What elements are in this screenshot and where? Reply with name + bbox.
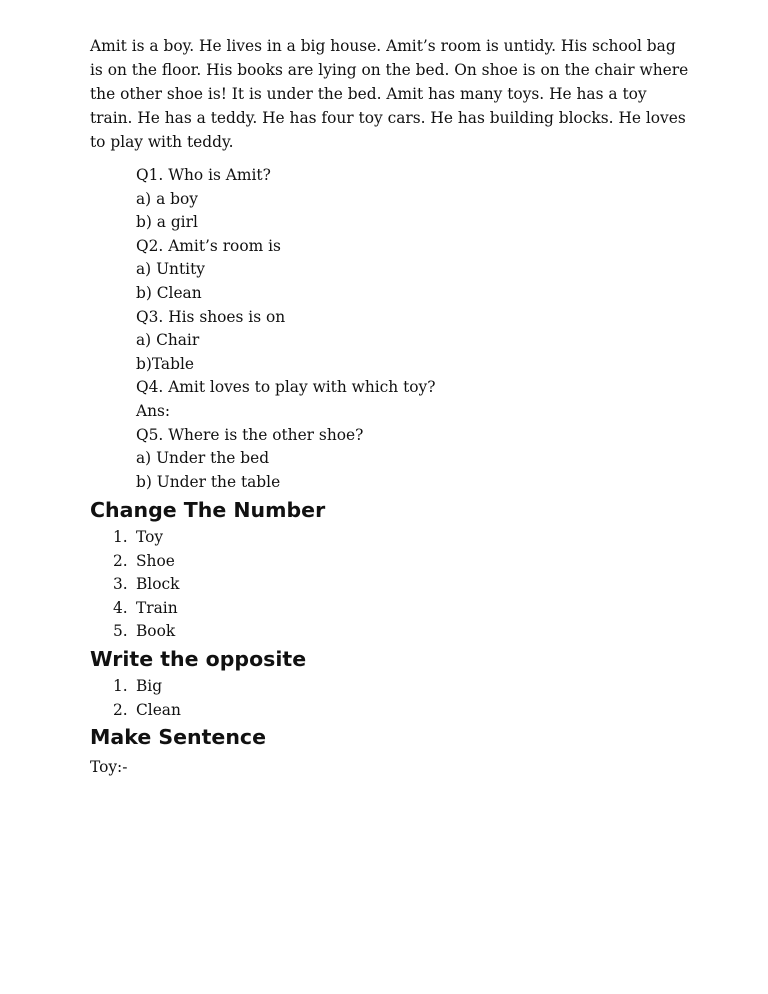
list-text: Block: [136, 575, 180, 594]
list-item: [90, 526, 590, 550]
list-text: Big: [136, 677, 163, 695]
answer-option: a) Chair: [136, 331, 200, 350]
list-number: 3.: [113, 575, 128, 594]
list-item: [90, 597, 590, 621]
list-number: 1.: [113, 528, 128, 546]
list-item: [90, 699, 590, 723]
list-text: Toy: [136, 528, 164, 546]
question-q2: Q2. Amit’s room is: [136, 236, 281, 255]
list-number: 2.: [113, 551, 128, 570]
answer-option: a) Under the bed: [136, 449, 270, 468]
change-number-heading: Change The Number: [90, 498, 326, 522]
list-item: [90, 675, 590, 699]
answer-option: a) a boy: [136, 189, 198, 208]
list-text: Train: [136, 598, 178, 617]
list-text: Book: [136, 622, 176, 641]
question-list: [136, 164, 696, 494]
opposite-heading: Write the opposite: [90, 647, 307, 671]
question-q4: Q4. Amit loves to play with which toy?: [136, 378, 436, 397]
list-number: 2.: [113, 700, 128, 719]
reading-passage: Amit is a boy. He lives in a big house. Amit’s room is untidy. His school bag is on the floor. His books are lying on the bed. On shoe is on the chair where the other shoe is! It is under the bed. Amit has many toys. He has a toy train. He has a teddy. He has four toy cars. He has building blocks. He loves to play with teddy.: [90, 37, 689, 151]
sentence-prompt: Toy:-: [90, 758, 128, 776]
answer-option: b) Under the table: [136, 472, 281, 491]
opposite-list: [90, 675, 590, 722]
answer-option: b) Clean: [136, 283, 202, 302]
question-q5: Q5. Where is the other shoe?: [136, 425, 364, 444]
answer-option: b)Table: [136, 354, 194, 373]
list-text: Clean: [136, 700, 181, 719]
list-item: [90, 550, 590, 574]
answer-option: a) Untity: [136, 260, 205, 279]
list-number: 4.: [113, 598, 128, 617]
question-q3: Q3. His shoes is on: [136, 307, 286, 326]
list-text: Shoe: [136, 551, 175, 570]
make-sentence-heading: Make Sentence: [90, 725, 266, 749]
answer-label: Ans:: [136, 401, 171, 420]
question-q1: Q1. Who is Amit?: [136, 166, 271, 184]
list-item: [90, 620, 590, 644]
list-item: [90, 573, 590, 597]
change-number-list: [90, 526, 590, 644]
answer-option: b) a girl: [136, 213, 198, 232]
list-number: 1.: [113, 677, 128, 695]
list-number: 5.: [113, 622, 128, 641]
